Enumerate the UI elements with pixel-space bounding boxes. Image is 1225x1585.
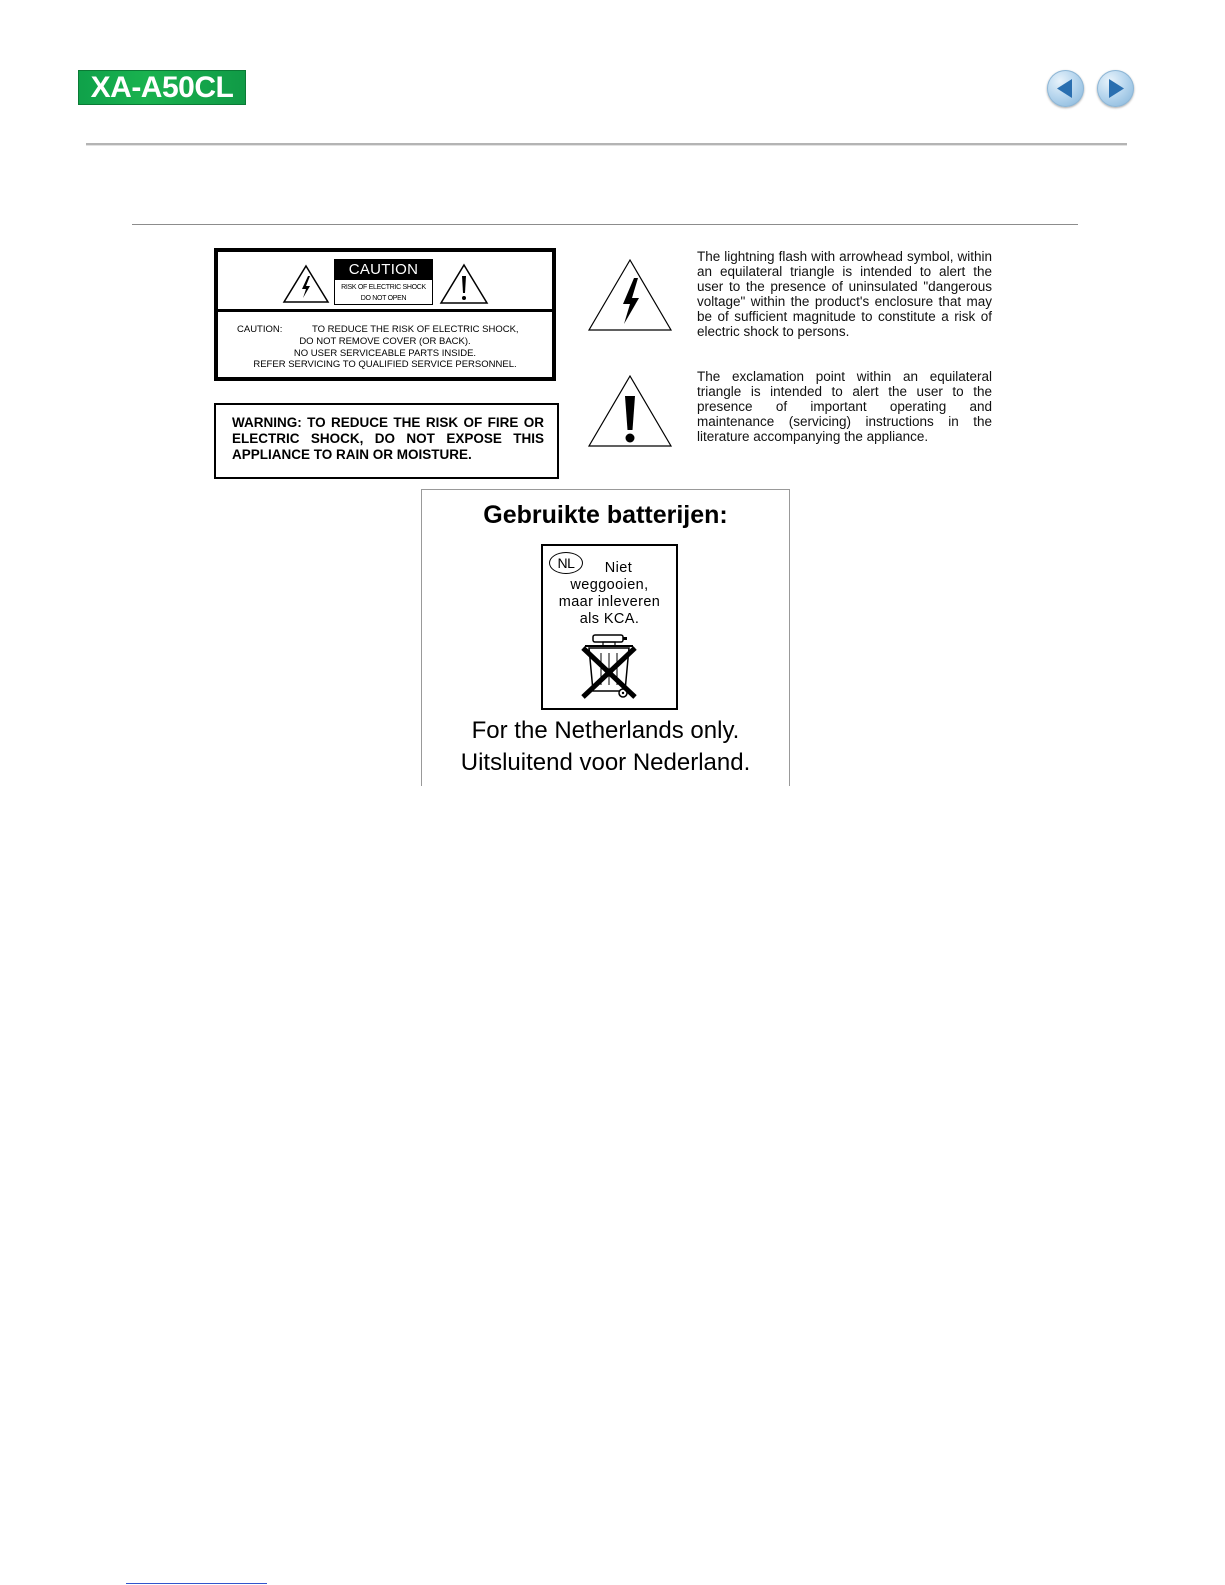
warning-box — [214, 403, 559, 479]
caution-body-line-1: TO REDUCE THE RISK OF ELECTRIC SHOCK, — [312, 324, 519, 335]
caution-subtitle-1: RISK OF ELECTRIC SHOCK — [341, 284, 426, 291]
header-divider — [86, 143, 1127, 146]
netherlands-only-en: For the Netherlands only. — [471, 717, 740, 744]
exclamation-symbol-explanation: The exclamation point within an equilateral triangle is intended to alert the user to the presence of important operating and maintenance (servicing) instructions in the literature accompanying the appliance. — [697, 369, 992, 444]
caution-label — [214, 248, 556, 381]
warning-text: WARNING: TO REDUCE THE RISK OF FIRE OR ELECTRIC SHOCK, DO NOT EXPOSE THIS APPLIANCE TO RAIN OR MOISTURE. — [232, 415, 544, 462]
kca-line-3: maar inleveren — [558, 594, 661, 610]
arrow-left-icon — [1047, 70, 1084, 107]
caution-body-line-2: DO NOT REMOVE COVER (OR BACK). — [299, 336, 471, 347]
caution-body-line-4: REFER SERVICING TO QUALIFIED SERVICE PERSONNEL. — [253, 359, 517, 370]
lightning-triangle-icon — [282, 264, 330, 304]
caution-label-bottom — [218, 315, 552, 375]
exclamation-triangle-icon — [587, 374, 673, 448]
prev-page-button[interactable] — [1047, 70, 1084, 107]
lightning-symbol-explanation: The lightning flash with arrowhead symbol, within an equilateral triangle is intended to alert the user to the presence of uninsulated "dangerous voltage" within the product's enclosure that may be of sufficient magnitude to constitute a risk of electric shock to persons. — [697, 249, 992, 339]
lightning-triangle-icon — [587, 258, 673, 332]
caution-subtitle-2: DO NOT OPEN — [360, 295, 407, 302]
caution-body-line-3: NO USER SERVICEABLE PARTS INSIDE. — [293, 348, 477, 359]
kca-notice-box — [541, 544, 678, 710]
caution-body-lead: CAUTION: — [237, 324, 283, 335]
battery-heading: Gebruikte batterijen: — [483, 501, 728, 529]
caution-label-top — [218, 252, 552, 312]
kca-line-4: als KCA. — [579, 611, 640, 627]
nl-country-mark: NL — [549, 552, 583, 574]
caution-title: CAUTION — [335, 260, 432, 280]
kca-line-1: Niet — [604, 560, 633, 576]
battery-notice-panel — [421, 489, 790, 786]
exclamation-triangle-icon — [439, 263, 489, 305]
crossed-bin-icon — [579, 633, 641, 701]
next-page-button[interactable] — [1097, 70, 1134, 107]
model-badge: XA-A50CL — [78, 70, 246, 105]
bottom-link-underline[interactable] — [126, 1583, 267, 1584]
caution-center-panel — [334, 259, 433, 305]
arrow-right-icon — [1097, 70, 1134, 107]
kca-line-2: weggooien, — [570, 577, 649, 593]
section-divider — [132, 224, 1078, 225]
netherlands-only-nl: Uitsluitend voor Nederland. — [460, 749, 751, 776]
